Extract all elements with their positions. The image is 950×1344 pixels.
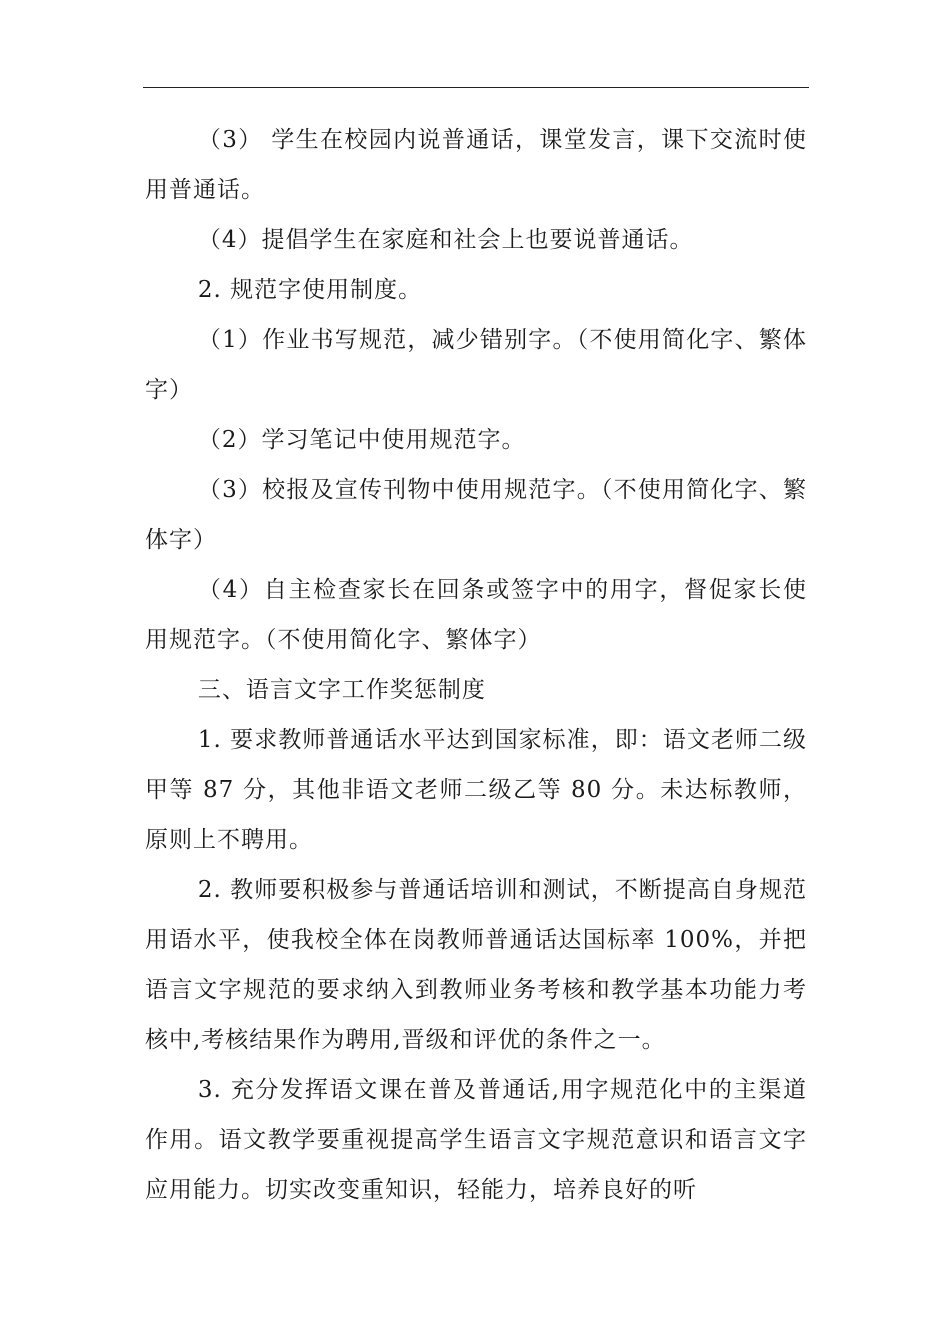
paragraph-item-4-parents: （4）自主检查家长在回条或签字中的用字，督促家长使用规范字。（不使用简化字、繁体字）: [145, 577, 807, 653]
paragraph-item-3-mandarin-campus: （3） 学生在校园内说普通话，课堂发言，课下交流时使用普通话。: [145, 127, 807, 203]
paragraph-rule-2-teacher-training: 2. 教师要积极参与普通话培训和测试，不断提高自身规范用语水平，使我校全体在岗教师普通话达国标率 100%，并把语言文字规范的要求纳入到教师业务考核和教学基本功能力考核中,考核结果作为聘用,晋级和评优的条件之一。: [145, 877, 807, 1053]
section-heading-rewards-penalties: 三、语言文字工作奖惩制度: [197, 677, 486, 703]
paragraph-rule-1-teacher-standard: 1. 要求教师普通话水平达到国家标准，即：语文老师二级甲等 87 分，其他非语文老师二级乙等 80 分。未达标教师，原则上不聘用。: [145, 727, 807, 853]
paragraph-item-4-mandarin-home: （4）提倡学生在家庭和社会上也要说普通话。: [197, 227, 694, 253]
paragraph-item-3-publications: （3）校报及宣传刊物中使用规范字。（不使用简化字、繁体字）: [145, 477, 807, 553]
header-rule: [143, 87, 809, 88]
document-body: [145, 115, 807, 1215]
paragraph-item-1-homework: （1）作业书写规范，减少错别字。（不使用简化字、繁体字）: [145, 327, 807, 403]
section-heading-standard-characters: 2. 规范字使用制度。: [197, 277, 423, 303]
paragraph-item-2-notes: （2）学习笔记中使用规范字。: [197, 427, 526, 453]
paragraph-rule-3-chinese-class: 3. 充分发挥语文课在普及普通话,用字规范化中的主渠道作用。语文教学要重视提高学生语言文字规范意识和语言文字应用能力。切实改变重知识，轻能力，培养良好的听: [145, 1077, 807, 1203]
